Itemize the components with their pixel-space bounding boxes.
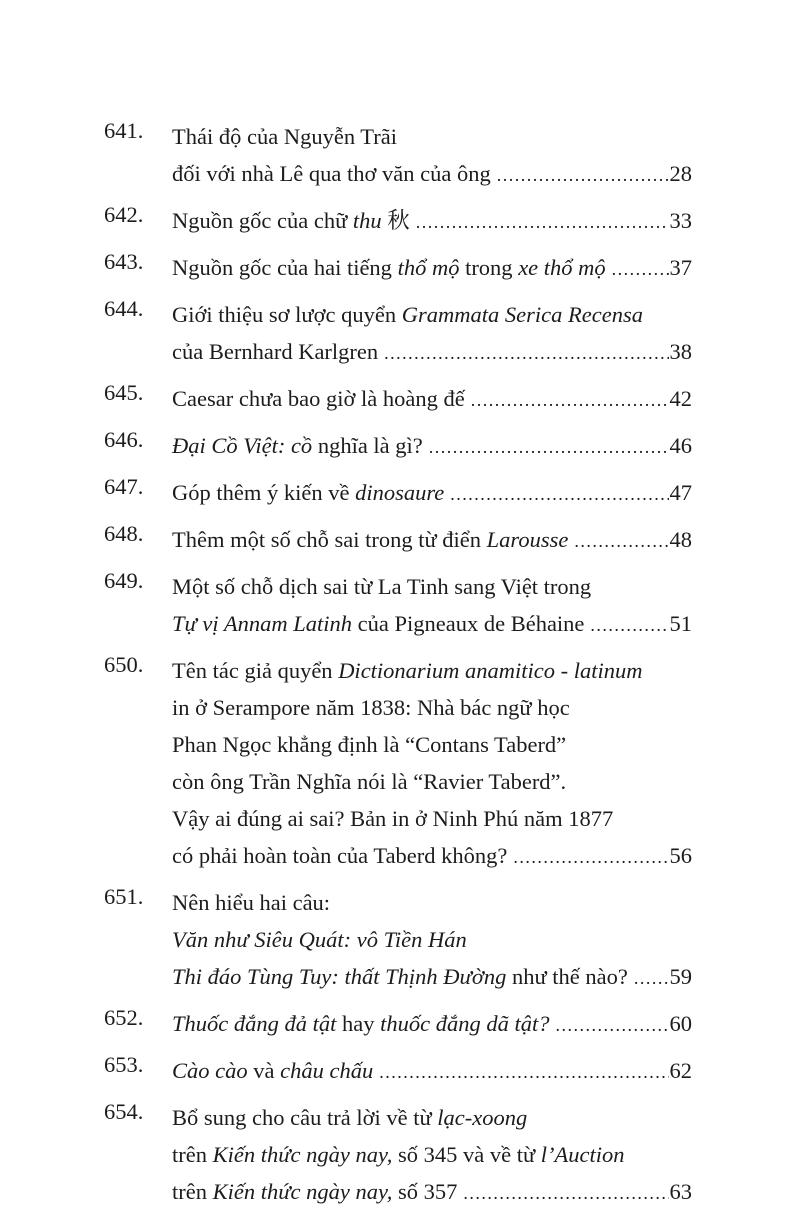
entry-title-line: [172, 837, 692, 874]
title-text: hay: [336, 1011, 381, 1036]
dot-leader: [450, 476, 668, 513]
toc-entry: [104, 474, 692, 511]
dot-leader: [612, 251, 669, 288]
italic-text: Thuốc đắng đả tật: [172, 1011, 337, 1036]
entry-number: 645.: [104, 380, 144, 405]
title-text: Giới thiệu sơ lược quyển: [172, 302, 402, 327]
entry-title: [172, 1099, 692, 1210]
entry-number: 641.: [104, 118, 144, 143]
toc-entry: [104, 202, 692, 239]
page-number: 37: [669, 255, 692, 280]
entry-title-line: [172, 333, 692, 370]
page-number: 63: [669, 1179, 692, 1204]
title-text: Vậy ai đúng ai sai? Bản in ở Ninh Phú năm 1877: [172, 806, 614, 831]
dot-leader: [463, 1175, 668, 1212]
entry-title-line: [172, 202, 692, 239]
dot-leader: [513, 839, 668, 876]
title-text: số 357: [392, 1179, 458, 1204]
entry-title: [172, 1052, 692, 1089]
entry-title-line: [172, 568, 692, 605]
dot-leader: [556, 1007, 669, 1044]
title-text: như thế nào?: [506, 964, 628, 989]
entry-number: 647.: [104, 474, 144, 499]
entry-title: [172, 296, 692, 370]
entry-number: 646.: [104, 427, 144, 452]
italic-text: Cào cào: [172, 1058, 248, 1083]
entry-number: 642.: [104, 202, 144, 227]
title-text: Caesar chưa bao giờ là hoàng đế: [172, 386, 465, 411]
entry-title-line: [172, 155, 692, 192]
entry-title: [172, 474, 692, 511]
dot-leader: [471, 382, 669, 419]
table-of-contents: [104, 118, 692, 1220]
title-text: và: [247, 1058, 281, 1083]
dot-leader: [379, 1054, 668, 1091]
italic-text: Tự vị Annam Latinh: [172, 611, 352, 636]
entry-number: 644.: [104, 296, 144, 321]
title-text: Góp thêm ý kiến về: [172, 480, 356, 505]
entry-title: [172, 202, 692, 239]
entry-title-line: [172, 427, 692, 464]
entry-title: [172, 884, 692, 995]
title-text: Thêm một số chỗ sai trong từ điển: [172, 527, 487, 552]
toc-entry: [104, 118, 692, 192]
entry-title-line: [172, 474, 692, 511]
dot-leader: [429, 429, 669, 466]
entry-title-line: [172, 689, 692, 726]
entry-title-line: [172, 726, 692, 763]
page-number: 51: [669, 611, 692, 636]
italic-text: Dictionarium anamitico - latinum: [338, 658, 643, 683]
title-text: nghĩa là gì?: [312, 433, 423, 458]
title-text: còn ông Trần Nghĩa nói là “Ravier Taberd”.: [172, 769, 567, 794]
title-text: Phan Ngọc khẳng định là “Contans Taberd”: [172, 732, 567, 757]
italic-text: thổ mộ: [397, 255, 460, 280]
toc-entry: [104, 1052, 692, 1089]
italic-text: Kiến thức ngày nay,: [212, 1142, 393, 1167]
italic-text: Thi đáo Tùng Tuy: thất Thịnh Đường: [172, 964, 507, 989]
italic-text: Đại Cồ Việt: cồ: [172, 433, 313, 458]
title-text: Tên tác giả quyển: [172, 658, 339, 683]
dot-leader: [416, 204, 669, 241]
entry-title-line: [172, 1052, 692, 1089]
page-number: 42: [669, 386, 692, 411]
italic-text: châu chấu: [280, 1058, 374, 1083]
entry-title-line: [172, 921, 692, 958]
entry-number: 651.: [104, 884, 144, 909]
entry-title-line: [172, 884, 692, 921]
toc-entry: [104, 380, 692, 417]
entry-title: [172, 118, 692, 192]
entry-number: 643.: [104, 249, 144, 274]
title-text: 秋: [381, 208, 410, 233]
entry-title-line: [172, 652, 692, 689]
entry-title: [172, 1005, 692, 1042]
title-text: Một số chỗ dịch sai từ La Tinh sang Việt trong: [172, 574, 592, 599]
italic-text: Larousse: [486, 527, 569, 552]
entry-title-line: [172, 521, 692, 558]
title-text: của Pigneaux de Béhaine: [352, 611, 585, 636]
title-text: có phải hoàn toàn của Taberd không?: [172, 843, 508, 868]
page-number: 62: [669, 1058, 692, 1083]
toc-entry: [104, 652, 692, 874]
toc-entry: [104, 427, 692, 464]
entry-title: [172, 249, 692, 286]
italic-text: Grammata Serica Recensa: [401, 302, 643, 327]
entry-title: [172, 568, 692, 642]
title-text: của Bernhard Karlgren: [172, 339, 379, 364]
dot-leader: [590, 607, 668, 644]
entry-number: 652.: [104, 1005, 144, 1030]
dot-leader: [497, 157, 669, 194]
entry-number: 654.: [104, 1099, 144, 1124]
toc-entry: [104, 884, 692, 995]
italic-text: Kiến thức ngày nay,: [212, 1179, 393, 1204]
title-text: Nguồn gốc của hai tiếng: [172, 255, 398, 280]
toc-entry: [104, 249, 692, 286]
toc-entry: [104, 521, 692, 558]
toc-entry: [104, 568, 692, 642]
title-text: Thái độ của Nguyễn Trãi: [172, 124, 397, 149]
entry-title-line: [172, 249, 692, 286]
title-text: trên: [172, 1142, 213, 1167]
entry-title-line: [172, 800, 692, 837]
italic-text: l’Auction: [540, 1142, 625, 1167]
entry-title-line: [172, 1005, 692, 1042]
title-text: in ở Serampore năm 1838: Nhà bác ngữ học: [172, 695, 570, 720]
page-number: 48: [669, 527, 692, 552]
page-number: 38: [669, 339, 692, 364]
dot-leader: [384, 335, 668, 372]
entry-title-line: [172, 605, 692, 642]
entry-title: [172, 652, 692, 874]
entry-title-line: [172, 1173, 692, 1210]
italic-text: xe thổ mộ: [518, 255, 606, 280]
entry-title-line: [172, 958, 692, 995]
dot-leader: [574, 523, 668, 560]
title-text: số 345 và về từ: [392, 1142, 541, 1167]
entry-title-line: [172, 763, 692, 800]
title-text: Nên hiểu hai câu:: [172, 890, 331, 915]
title-text: Bổ sung cho câu trả lời về từ: [172, 1105, 438, 1130]
entry-title: [172, 380, 692, 417]
page-number: 60: [669, 1011, 692, 1036]
entry-title-line: [172, 118, 692, 155]
page-number: 28: [669, 161, 692, 186]
page-number: 47: [669, 480, 692, 505]
entry-title-line: [172, 1099, 692, 1136]
entry-number: 653.: [104, 1052, 144, 1077]
italic-text: dinosaure: [355, 480, 445, 505]
page-number: 59: [669, 964, 692, 989]
entry-title-line: [172, 1136, 692, 1173]
entry-title-line: [172, 380, 692, 417]
page-number: 46: [669, 433, 692, 458]
dot-leader: [634, 960, 669, 997]
italic-text: thu: [352, 208, 382, 233]
entry-title: [172, 521, 692, 558]
entry-number: 648.: [104, 521, 144, 546]
toc-entry: [104, 1005, 692, 1042]
title-text: đối với nhà Lê qua thơ văn của ông: [172, 161, 491, 186]
toc-entry: [104, 296, 692, 370]
entry-number: 649.: [104, 568, 144, 593]
title-text: trong: [459, 255, 519, 280]
italic-text: lạc-xoong: [437, 1105, 528, 1130]
entry-number: 650.: [104, 652, 144, 677]
title-text: Nguồn gốc của chữ: [172, 208, 353, 233]
title-text: trên: [172, 1179, 213, 1204]
page-number: 33: [669, 208, 692, 233]
toc-entry: [104, 1099, 692, 1210]
italic-text: Văn như Siêu Quát: vô Tiền Hán: [172, 927, 467, 952]
entry-title-line: [172, 296, 692, 333]
italic-text: thuốc đắng dã tật?: [380, 1011, 550, 1036]
entry-title: [172, 427, 692, 464]
page-number: 56: [669, 843, 692, 868]
